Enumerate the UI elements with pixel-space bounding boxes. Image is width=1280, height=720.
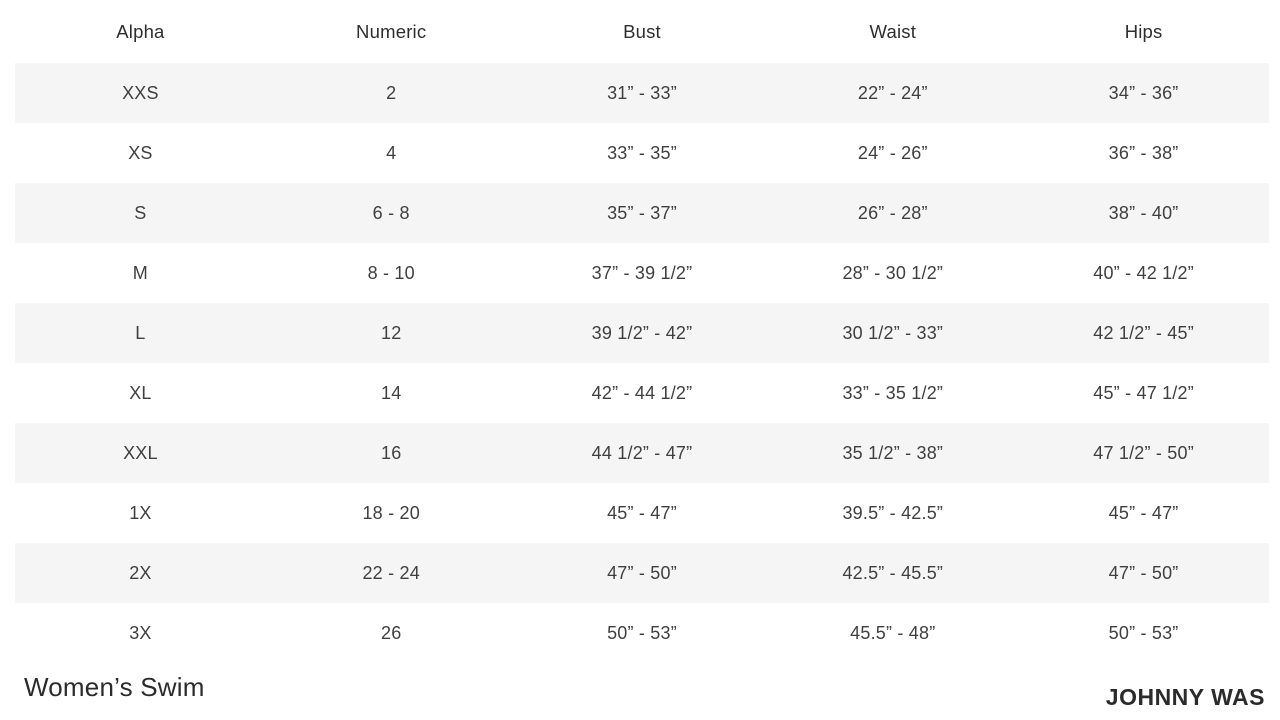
table-cell: 30 1/2” - 33” (842, 322, 944, 343)
table-cell: 33” - 35” (607, 142, 677, 163)
brand-logo: JOHNNY WAS (1105, 684, 1265, 710)
table-cell: 24” - 26” (857, 142, 928, 163)
table-cell: 18 - 20 (362, 502, 420, 523)
table-cell: 47 1/2” - 50” (1093, 442, 1194, 463)
table-cell: 4 (386, 142, 397, 163)
table-cell: 47” - 50” (1108, 562, 1179, 583)
table-cell: S (134, 202, 147, 223)
table-cell: 39.5” - 42.5” (842, 502, 944, 523)
table-cell: 26” - 28” (857, 202, 928, 223)
table-cell: 28” - 30 1/2” (842, 262, 944, 283)
table-cell: 42.5” - 45.5” (842, 562, 944, 583)
table-cell: 42 1/2” - 45” (1093, 322, 1194, 343)
table-row (15, 483, 1269, 543)
table-cell: 34” - 36” (1108, 82, 1179, 103)
table-cell: 39 1/2” - 42” (591, 322, 693, 343)
table-row (15, 363, 1269, 423)
table-row (15, 303, 1269, 363)
column-header-bust: Bust (623, 20, 661, 42)
table-row (15, 63, 1269, 123)
table-cell: 45.5” - 48” (850, 622, 936, 643)
column-header-waist: Waist (869, 20, 917, 42)
table-row (15, 603, 1269, 663)
table-cell: 40” - 42 1/2” (1093, 262, 1194, 283)
table-body (15, 63, 1269, 663)
table-cell: 3X (129, 622, 152, 643)
table-cell: XXL (123, 442, 158, 463)
table-header-row (15, 0, 1269, 63)
table-cell: 50” - 53” (607, 622, 677, 643)
table-cell: 33” - 35 1/2” (842, 382, 944, 403)
table-cell: 2 (386, 82, 397, 103)
size-chart-table (15, 0, 1269, 663)
column-header-alpha: Alpha (116, 20, 165, 42)
table-cell: 31” - 33” (607, 82, 677, 103)
table-cell: 26 (380, 622, 402, 643)
table-cell: 14 (380, 382, 402, 403)
table-cell: 6 - 8 (372, 202, 410, 223)
table-cell: 45” - 47 1/2” (1093, 382, 1194, 403)
table-row (15, 123, 1269, 183)
table-cell: 45” - 47” (607, 502, 677, 523)
table-row (15, 423, 1269, 483)
table-cell: XL (129, 382, 152, 403)
table-cell: 1X (129, 502, 152, 523)
table-cell: 8 - 10 (367, 262, 415, 283)
table-row (15, 183, 1269, 243)
table-cell: 2X (129, 562, 152, 583)
table-cell: 22” - 24” (857, 82, 928, 103)
table-cell: 38” - 40” (1108, 202, 1179, 223)
table-cell: 42” - 44 1/2” (591, 382, 693, 403)
table-cell: 35 1/2” - 38” (842, 442, 944, 463)
table-row (15, 243, 1269, 303)
table-cell: L (135, 322, 146, 343)
collection-label: Women’s Swim (24, 672, 205, 702)
column-header-hips: Hips (1124, 20, 1163, 42)
table-cell: 37” - 39 1/2” (591, 262, 693, 283)
table-cell: XXS (122, 82, 159, 103)
table-cell: 16 (380, 442, 402, 463)
column-header-numeric: Numeric (356, 20, 427, 42)
table-cell: 50” - 53” (1108, 622, 1179, 643)
table-row (15, 543, 1269, 603)
table-cell: 12 (380, 322, 402, 343)
table-cell: 44 1/2” - 47” (591, 442, 693, 463)
table-cell: 45” - 47” (1108, 502, 1179, 523)
table-cell: XS (128, 142, 153, 163)
table-cell: 22 - 24 (362, 562, 420, 583)
table-cell: 47” - 50” (607, 562, 677, 583)
table-cell: 36” - 38” (1108, 142, 1179, 163)
table-cell: M (132, 262, 148, 283)
table-cell: 35” - 37” (607, 202, 677, 223)
